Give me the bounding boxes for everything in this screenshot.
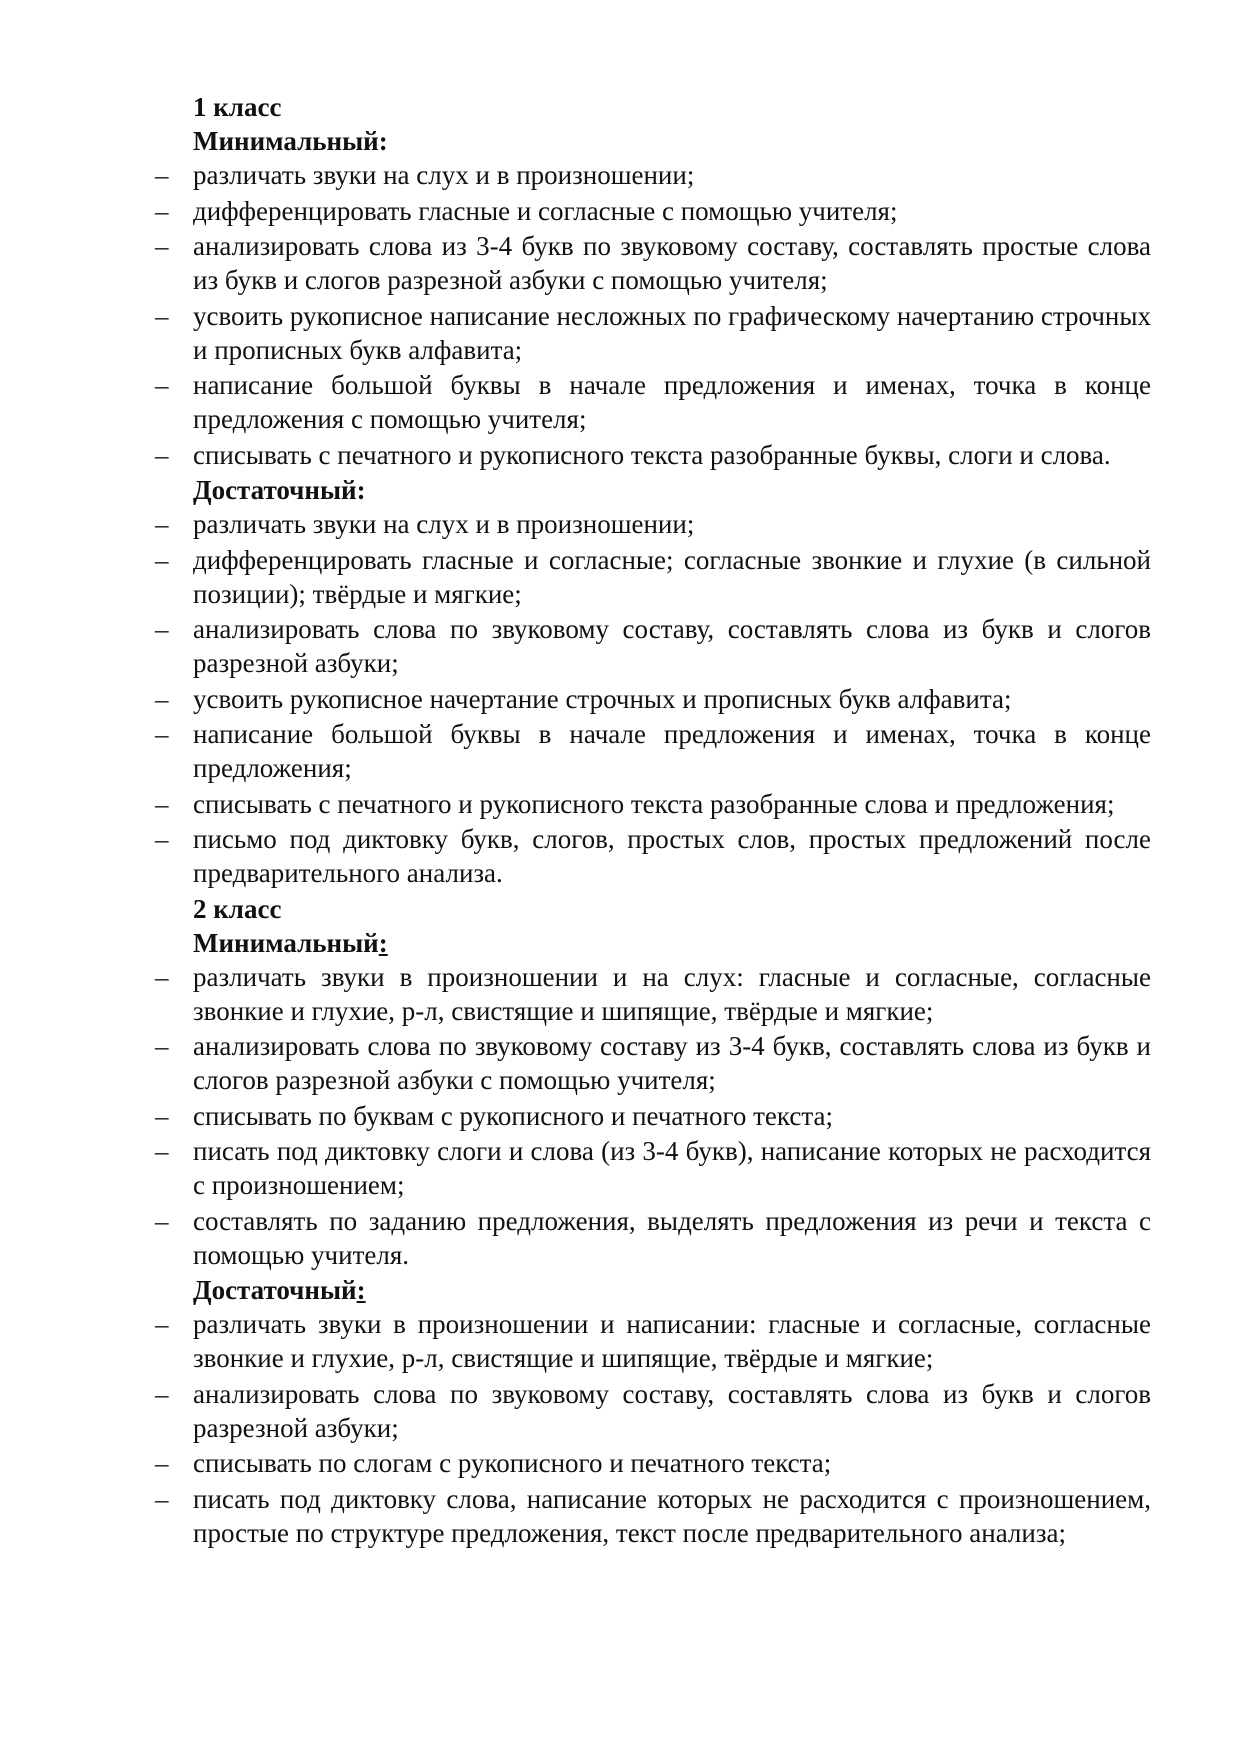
list-item-text: усвоить рукописное написание несложных по графическому начертанию строчных и прописных букв алфавита; [193,300,1151,365]
dash-bullet: – [155,1136,169,1166]
list-item [155,1134,1151,1202]
list-item [155,1204,1151,1272]
list-item [155,1099,1151,1133]
level-heading-colon: : [356,475,366,505]
level-heading [155,926,1151,960]
list-item-text: написание большой буквы в начале предложения и именах, точка в конце предложения; [193,719,1151,783]
list-item [155,822,1151,890]
list-item [155,543,1151,611]
grade-heading: 2 класс [193,893,282,924]
list-item-text: писать под диктовку слова, написание которых не расходится с произношением, простые по структуре предложения, текст после предварительного анализа; [193,1483,1151,1548]
list-item-text: анализировать слова по звуковому составу, составлять слова из букв и слогов разрезной азбуки; [193,1378,1151,1443]
dash-bullet: – [155,1448,169,1478]
dash-bullet: – [155,683,169,714]
list-item-text: различать звуки в произношении и на слух: гласные и согласные, согласные звонкие и глухие, р-л, свистящие и шипящие, твёрдые и мягкие; [193,961,1151,1026]
list-item-text: составлять по заданию предложения, выделять предложения из речи и текста с помощью учителя. [193,1205,1151,1270]
requirement-list [155,960,1151,1272]
requirement-list [155,158,1151,472]
dash-bullet: – [155,1378,169,1409]
level-heading-text: Минимальный [193,126,379,156]
list-item [155,1482,1151,1550]
list-item [155,194,1151,228]
list-item-text: письмо под диктовку букв, слогов, простых слов, простых предложений после предварительного анализа. [193,824,1151,888]
dash-bullet: – [155,544,169,575]
dash-bullet: – [155,719,169,749]
requirement-list [155,507,1151,890]
list-item-text: списывать по слогам с рукописного и печатного текста; [193,1448,832,1478]
list-item-text: усвоить рукописное начертание строчных и прописных букв алфавита; [193,683,1012,714]
level-heading-colon: : [378,927,388,958]
list-item [155,438,1151,472]
list-item-text: различать звуки в произношении и написании: гласные и согласные, согласные звонкие и глухие, р-л, свистящие и шипящие, твёрдые и мягкие; [193,1309,1151,1373]
dash-bullet: – [155,1205,169,1236]
level-heading-text: Минимальный [193,927,379,958]
dash-bullet: – [155,961,169,992]
list-item-text: списывать с печатного и рукописного текста разобранные буквы, слоги и слова. [193,439,1111,470]
dash-bullet: – [155,509,169,539]
grade-heading: 1 класс [193,92,282,122]
list-item-text: анализировать слова по звуковому составу, составлять слова из букв и слогов разрезной азбуки; [193,614,1151,678]
requirement-list [155,1307,1151,1550]
level-heading-colon: : [378,126,388,156]
list-item-text: различать звуки на слух и в произношении; [193,509,695,539]
level-heading-colon: : [356,1275,366,1305]
dash-bullet: – [155,231,169,261]
dash-bullet: – [155,1031,169,1061]
dash-bullet: – [155,195,169,226]
list-item [155,158,1151,192]
list-item-text: дифференцировать гласные и согласные с помощью учителя; [193,195,898,226]
list-item [155,960,1151,1028]
list-item-text: списывать с печатного и рукописного текста разобранные слова и предложения; [193,788,1115,819]
document-body [155,90,1151,1551]
list-item [155,787,1151,821]
list-item-text: анализировать слова из 3-4 букв по звуковому составу, составлять простые слова из букв и слогов разрезной азбуки с помощью учителя; [193,231,1151,295]
list-item [155,1446,1151,1480]
dash-bullet: – [155,160,169,190]
dash-bullet: – [155,614,169,644]
level-heading [155,1273,1151,1307]
list-item [155,612,1151,680]
dash-bullet: – [155,1309,169,1339]
level-heading [155,124,1151,158]
list-item [155,717,1151,785]
list-item-text: различать звуки на слух и в произношении; [193,160,695,190]
list-item [155,1377,1151,1445]
list-item [155,507,1151,541]
list-item [155,229,1151,297]
level-heading-text: Достаточный [193,1275,357,1305]
list-item-text: анализировать слова по звуковому составу из 3-4 букв, составлять слова из букв и слогов разрезной азбуки с помощью учителя; [193,1031,1151,1095]
dash-bullet: – [155,1483,169,1514]
level-heading-text: Достаточный [193,475,357,505]
dash-bullet: – [155,824,169,854]
list-item-text: списывать по буквам с рукописного и печатного текста; [193,1100,833,1131]
list-item-text: дифференцировать гласные и согласные; согласные звонкие и глухие (в сильной позиции); твёрдые и мягкие; [193,544,1151,609]
dash-bullet: – [155,439,169,470]
list-item-text: написание большой буквы в начале предложения и именах, точка в конце предложения с помощью учителя; [193,370,1151,434]
list-item [155,299,1151,367]
dash-bullet: – [155,1100,169,1131]
dash-bullet: – [155,300,169,331]
level-heading [155,473,1151,507]
list-item [155,1029,1151,1097]
list-item [155,368,1151,436]
dash-bullet: – [155,788,169,819]
list-item-text: писать под диктовку слоги и слова (из 3-4 букв), написание которых не расходится с произношением; [193,1136,1151,1200]
dash-bullet: – [155,370,169,400]
list-item [155,1307,1151,1375]
list-item [155,682,1151,716]
